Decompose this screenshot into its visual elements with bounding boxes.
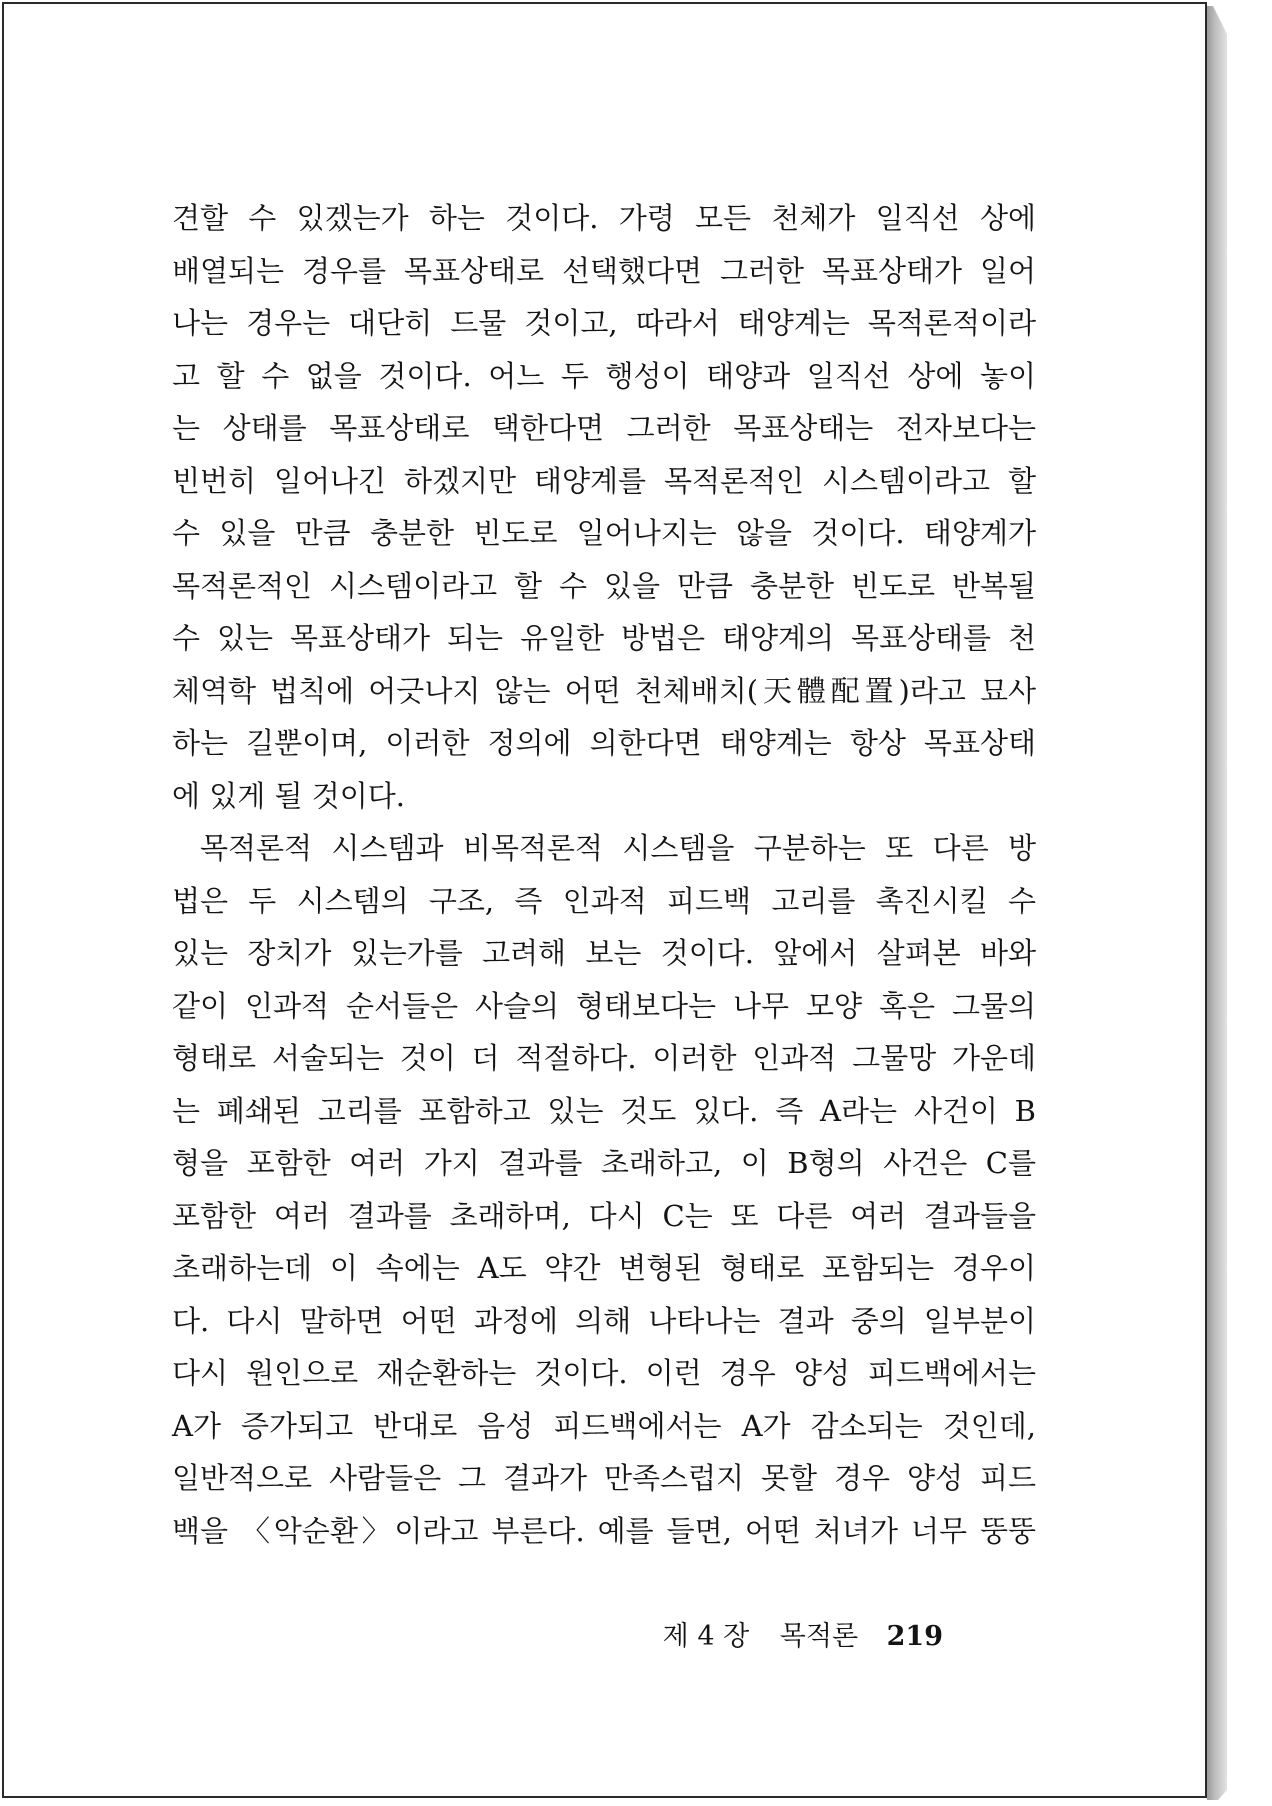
text-line: 하는 길뿐이며, 이러한 정의에 의한다면 태양계는 항상 목표상태 bbox=[172, 726, 1036, 760]
text-line: 배열되는 경우를 목표상태로 선택했다면 그러한 목표상태가 일어 bbox=[172, 253, 1036, 288]
paragraph-1 bbox=[172, 192, 1036, 822]
page-stack-edge bbox=[1207, 6, 1227, 1800]
text-line: 있는 장치가 있는가를 고려해 보는 것이다. 앞에서 살펴본 바와 bbox=[172, 936, 1036, 970]
text-line: 견할 수 있겠는가 하는 것이다. 가령 모든 천체가 일직선 상에 bbox=[172, 201, 1036, 235]
text-line: 형태로 서술되는 것이 더 적절하다. 이러한 인과적 그물망 가운데 bbox=[172, 1041, 1036, 1075]
text-line: 는 상태를 목표상태로 택한다면 그러한 목표상태는 전자보다는 bbox=[172, 411, 1036, 445]
text-line: 는 폐쇄된 고리를 포함하고 있는 것도 있다. 즉 A라는 사건이 B bbox=[172, 1093, 1036, 1128]
paragraph-2 bbox=[172, 822, 1036, 1557]
text-line: 다시 원인으로 재순환하는 것이다. 이런 경우 양성 피드백에서는 bbox=[172, 1356, 1036, 1390]
text-line: 다. 다시 말하면 어떤 과정에 의해 나타나는 결과 중의 일부분이 bbox=[172, 1303, 1036, 1338]
text-line: 초래하는데 이 속에는 A도 약간 변형된 형태로 포함되는 경우이 bbox=[172, 1251, 1036, 1285]
text-line: A가 증가되고 반대로 음성 피드백에서는 A가 감소되는 것인데, bbox=[172, 1408, 1036, 1443]
book-page bbox=[2, 2, 1207, 1798]
text-line: 포함한 여러 결과를 초래하며, 다시 C는 또 다른 여러 결과들을 bbox=[172, 1198, 1036, 1233]
text-line: 에 있게 될 것이다. bbox=[172, 778, 405, 813]
text-line: 법은 두 시스템의 구조, 즉 인과적 피드백 고리를 촉진시킬 수 bbox=[172, 883, 1036, 918]
text-line: 목적론적 시스템과 비목적론적 시스템을 구분하는 또 다른 방 bbox=[200, 831, 1036, 865]
text-line: 형을 포함한 여러 가지 결과를 초래하고, 이 B형의 사건은 C를 bbox=[172, 1146, 1036, 1180]
text-line: 나는 경우는 대단히 드물 것이고, 따라서 태양계는 목적론적이라 bbox=[172, 306, 1036, 340]
text-line: 같이 인과적 순서들은 사슬의 형태보다는 나무 모양 혹은 그물의 bbox=[172, 988, 1036, 1023]
text-line: 백을 〈악순환〉이라고 부른다. 예를 들면, 어떤 처녀가 너무 뚱뚱 bbox=[172, 1513, 1036, 1548]
page-number: 219 bbox=[886, 1621, 943, 1652]
footer-title: 목적론 bbox=[779, 1621, 859, 1652]
text-line: 빈번히 일어나긴 하겠지만 태양계를 목적론적인 시스템이라고 할 bbox=[172, 463, 1036, 498]
text-line: 목적론적인 시스템이라고 할 수 있을 만큼 충분한 빈도로 반복될 bbox=[172, 568, 1036, 603]
text-line: 수 있는 목표상태가 되는 유일한 방법은 태양계의 목표상태를 천 bbox=[172, 621, 1036, 655]
text-line: 수 있을 만큼 충분한 빈도로 일어나지는 않을 것이다. 태양계가 bbox=[172, 516, 1036, 550]
body-text bbox=[172, 192, 1036, 1557]
text-line: 체역학 법칙에 어긋나지 않는 어떤 천체배치(天體配置)라고 묘사 bbox=[172, 673, 1036, 708]
footer-chapter: 제 4 장 bbox=[662, 1621, 750, 1652]
text-line: 고 할 수 없을 것이다. 어느 두 행성이 태양과 일직선 상에 놓이 bbox=[172, 358, 1036, 393]
running-footer bbox=[663, 1614, 943, 1653]
text-line: 일반적으로 사람들은 그 결과가 만족스럽지 못할 경우 양성 피드 bbox=[172, 1461, 1036, 1495]
